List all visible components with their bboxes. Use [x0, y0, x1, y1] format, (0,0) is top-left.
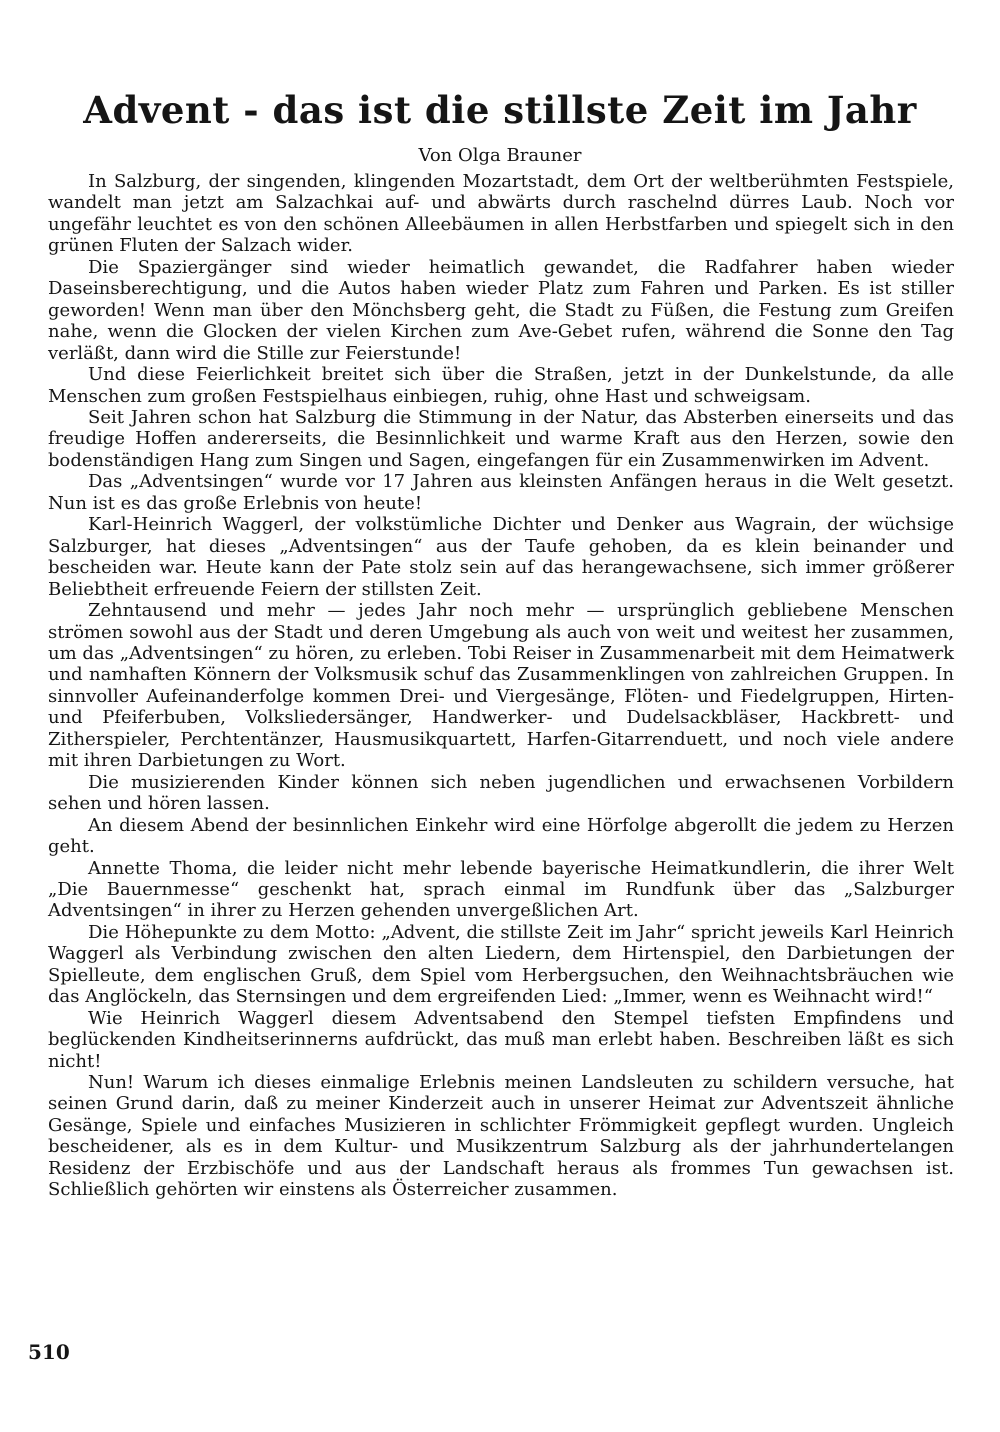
paragraph: In Salzburg, der singenden, klingenden Mozartstadt, dem Ort der weltberühmten Festspiele, wandelt man jetzt am Salzachkai auf- und abwärts durch raschelnd dürres Laub. Noch vor ungefähr leuchtet es von den schönen Alleebäumen in allen Herbstfarben und spiegelt sich in den grünen Fluten der Salzach wider.	[48, 171, 954, 257]
paragraph: Nun! Warum ich dieses einmalige Erlebnis meinen Landsleuten zu schildern versuche, hat seinen Grund darin, daß zu meiner Kinderzeit auch in unserer Heimat zur Adventszeit ähnliche Gesänge, Spiele und einfaches Musizieren in schlichter Frömmigkeit gepflegt wurden. Ungleich bescheidener, als es in dem Kultur- und Musikzentrum Salzburg als der jahrhundertelangen Residenz der Erzbischöfe und aus der Landschaft heraus als frommes Tun gewachsen ist. Schließlich gehörten wir einstens als Österreicher zusammen.	[48, 1072, 954, 1201]
paragraph: An diesem Abend der besinnlichen Einkehr wird eine Hörfolge abgerollt die jedem zu Herzen geht.	[48, 814, 954, 858]
paragraph: Das „Adventsingen“ wurde vor 17 Jahren aus kleinsten Anfängen heraus in die Welt gesetzt. Nun ist es das große Erlebnis von heute!	[48, 471, 954, 514]
page-number: 510	[28, 1340, 70, 1364]
article-title: Advent - das ist die stillste Zeit im Jahr	[83, 88, 917, 132]
article-body	[48, 171, 954, 1201]
paragraph: Die musizierenden Kinder können sich neben jugendlichen und erwachsenen Vorbildern sehen und hören lassen.	[48, 771, 954, 815]
paragraph: Seit Jahren schon hat Salzburg die Stimmung in der Natur, das Absterben einerseits und das freudige Hoffen andererseits, die Besinnlichkeit und warme Kraft aus den Herzen, sowie den bodenständigen Hang zum Singen und Sagen, eingefangen für ein Zusammenwirken im Advent.	[48, 406, 954, 471]
paragraph: Annette Thoma, die leider nicht mehr lebende bayerische Heimatkundlerin, die ihrer Welt „Die Bauernmesse“ geschenkt hat, sprach einmal im Rundfunk über das „Salzburger Adventsingen“ in ihrer zu Herzen gehenden unvergeßlichen Art.	[48, 857, 954, 922]
paragraph: Die Höhepunkte zu dem Motto: „Advent, die stillste Zeit im Jahr“ spricht jeweils Karl Heinrich Waggerl als Verbindung zwischen den alten Liedern, dem Hirtenspiel, den Darbietungen der Spielleute, dem englischen Gruß, dem Spiel vom Herbergsuchen, den Weihnachtsbräuchen wie das Anglöckeln, das Sternsingen und dem ergreifenden Lied: „Immer, wenn es Weihnacht wird!“	[48, 921, 954, 1008]
paragraph: Zehntausend und mehr — jedes Jahr noch mehr — ursprünglich gebliebene Menschen strömen sowohl aus der Stadt und deren Umgebung als auch von weit und weitest her zusammen, um das „Adventsingen“ zu hören, zu erleben. Tobi Reiser in Zusammenarbeit mit dem Heimatwerk und namhaften Könnern der Volksmusik schuf das Zusammenklingen von zahlreichen Gruppen. In sinnvoller Aufeinanderfolge kommen Drei- und Viergesänge, Flöten- und Fiedelgruppen, Hirten- und Pfeiferbuben, Volksliedersänger, Handwerker- und Dudelsackbläser, Hackbrett- und Zitherspieler, Perchtentänzer, Hausmusikquartett, Harfen-Gitarrenduett, und noch viele andere mit ihren Darbietungen zu Wort.	[48, 600, 954, 772]
paragraph: Die Spaziergänger sind wieder heimatlich gewandet, die Radfahrer haben wieder Daseinsberechtigung, und die Autos haben wieder Platz zum Fahren und Parken. Es ist stiller geworden! Wenn man über den Mönchsberg geht, die Stadt zu Füßen, die Festung zum Greifen nahe, wenn die Glocken der vielen Kirchen zum Ave-Gebet rufen, während die Sonne den Tag verläßt, dann wird die Stille zur Feierstunde!	[48, 256, 954, 364]
paragraph: Und diese Feierlichkeit breitet sich über die Straßen, jetzt in der Dunkelstunde, da alle Menschen zum großen Festspielhaus einbiegen, ruhig, ohne Hast und schweigsam.	[48, 364, 954, 407]
paragraph: Karl-Heinrich Waggerl, der volkstümliche Dichter und Denker aus Wagrain, der wüchsige Salzburger, hat dieses „Adventsingen“ aus der Taufe gehoben, da es klein beinander und bescheiden war. Heute kann der Pate stolz sein auf das herangewachsene, sich immer größerer Beliebtheit erfreuende Feiern der stillsten Zeit.	[48, 514, 954, 600]
paragraph: Wie Heinrich Waggerl diesem Adventsabend den Stempel tiefsten Empfindens und beglückenden Kindheitserinnerns aufdrückt, das muß man erlebt haben. Beschreiben läßt es sich nicht!	[48, 1007, 954, 1072]
article-byline: Von Olga Brauner	[418, 145, 582, 166]
